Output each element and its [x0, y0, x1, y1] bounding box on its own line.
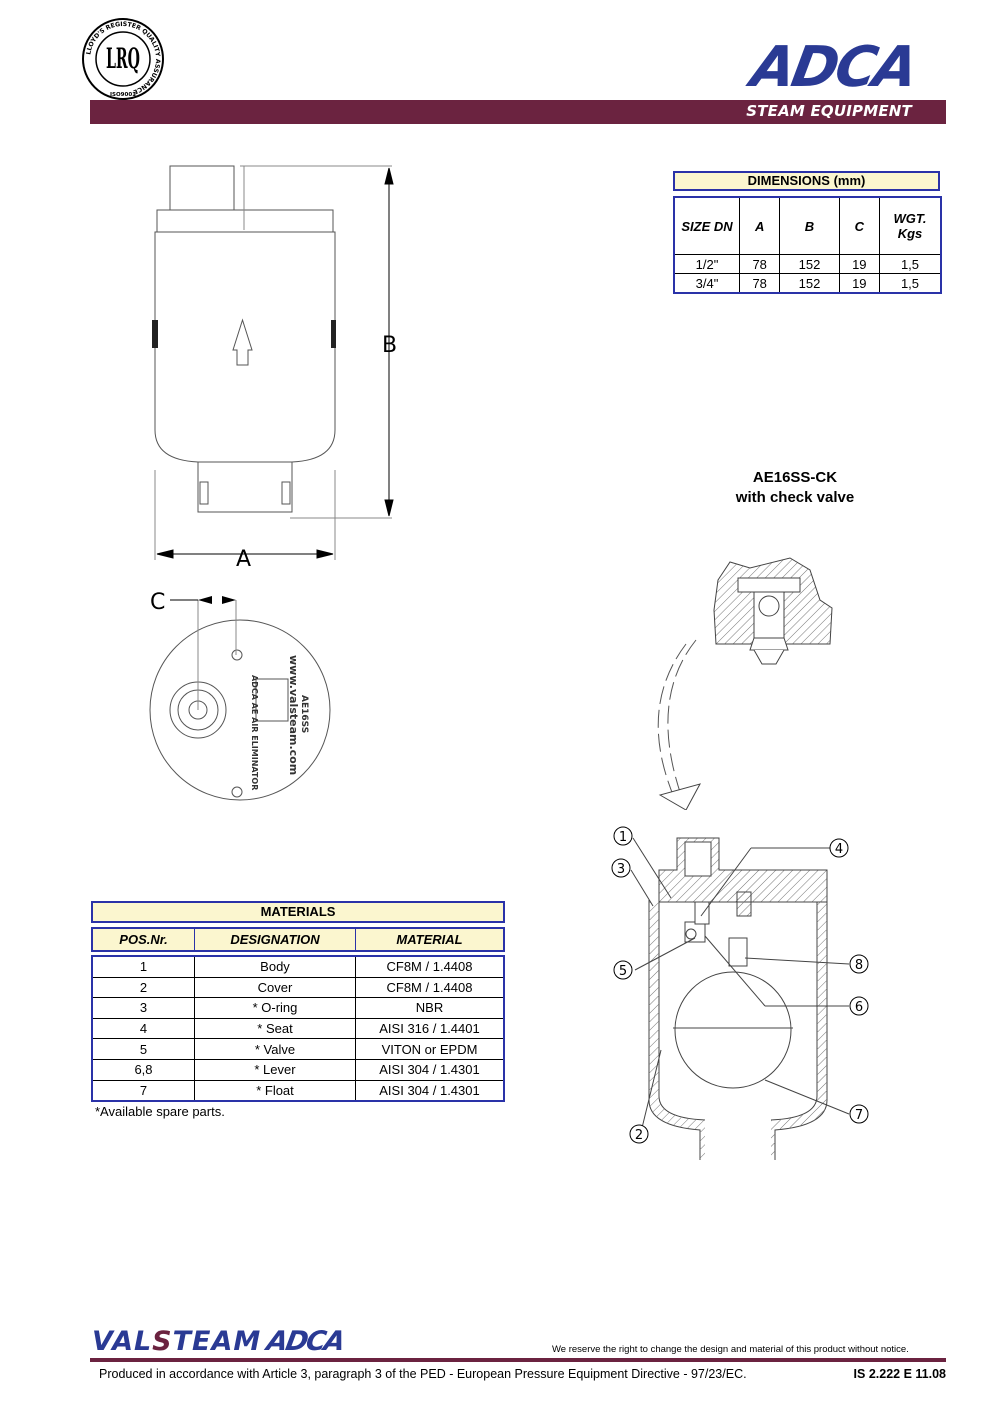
callout-7: 7	[854, 1108, 864, 1123]
mat-header-designation: DESIGNATION	[195, 928, 356, 951]
check-valve-detail	[650, 540, 850, 810]
reserve-notice: We reserve the right to change the design and material of this product without notice.	[552, 1344, 909, 1355]
dim-header-a: A	[740, 197, 780, 255]
materials-title: MATERIALS	[91, 901, 505, 923]
mat-header-pos: POS.Nr.	[92, 928, 195, 951]
table-row: 2 Cover CF8M / 1.4408	[92, 977, 504, 998]
dimensions-table	[673, 196, 942, 294]
callout-5: 5	[618, 964, 628, 979]
table-row: 1/2" 78 152 19 1,5	[674, 255, 941, 274]
callout-4: 4	[834, 842, 844, 857]
table-row: 5 * Valve VITON or EPDM	[92, 1039, 504, 1060]
header-subtitle: STEAM EQUIPMENT	[746, 102, 912, 120]
document-number: IS 2.222 E 11.08	[853, 1367, 946, 1381]
mat-header-material: MATERIAL	[356, 928, 505, 951]
dimensions-title: DIMENSIONS (mm)	[673, 171, 940, 191]
table-row: 1 Body CF8M / 1.4408	[92, 956, 504, 977]
dim-header-c: C	[839, 197, 879, 255]
model-label	[700, 468, 890, 508]
model-name: AE16SS-CK	[752, 469, 838, 486]
cover-product-text: ADCA AE AIR ELIMINATOR	[250, 675, 259, 791]
lrq-ring-text: LLOYD'S REGISTER QUALITY ASSURANCE	[85, 20, 162, 96]
lrq-mark: LRQ	[106, 42, 140, 75]
lrq-certification-logo	[80, 16, 166, 102]
iso-label: ISO9001	[110, 92, 136, 98]
callout-2: 2	[634, 1128, 644, 1143]
adca-logo: ADCA	[746, 35, 921, 100]
footer-bar	[90, 1358, 946, 1362]
cross-section-drawing	[605, 820, 885, 1160]
dim-header-b: B	[780, 197, 839, 255]
materials-table	[91, 955, 505, 1102]
dim-b-label: B	[382, 333, 398, 358]
top-view-drawing	[140, 585, 340, 815]
dim-c-label: C	[150, 590, 166, 615]
cover-model-text: AE16SS	[299, 695, 309, 734]
table-row: 3 * O-ring NBR	[92, 998, 504, 1019]
materials-header	[91, 927, 505, 952]
model-description: with check valve	[735, 489, 855, 506]
table-row: 6,8 * Lever AISI 304 / 1.4301	[92, 1059, 504, 1080]
ped-statement: Produced in accordance with Article 3, paragraph 3 of the PED - European Pressure Equipment Directive - 97/23/EC.	[99, 1367, 747, 1381]
table-row: 7 * Float AISI 304 / 1.4301	[92, 1080, 504, 1101]
table-row: 4 * Seat AISI 316 / 1.4401	[92, 1018, 504, 1039]
table-row: 3/4" 78 152 19 1,5	[674, 274, 941, 294]
dim-header-size: SIZE DN	[674, 197, 740, 255]
dimensions-header-row	[674, 197, 941, 255]
callout-6: 6	[854, 1000, 864, 1015]
dim-a-label: A	[236, 547, 252, 572]
callout-3: 3	[616, 862, 626, 877]
footer-adca-logo: ADCA	[264, 1326, 347, 1357]
cover-url-text: www.valsteam.com	[287, 655, 300, 776]
callout-1: 1	[618, 830, 628, 845]
callout-8: 8	[854, 958, 864, 973]
dim-header-weight: WGT. Kgs	[880, 197, 942, 255]
valsteam-logo: VALSTEAM ADCA	[92, 1326, 347, 1357]
spare-parts-note: *Available spare parts.	[95, 1104, 225, 1119]
side-view-drawing	[140, 160, 420, 620]
